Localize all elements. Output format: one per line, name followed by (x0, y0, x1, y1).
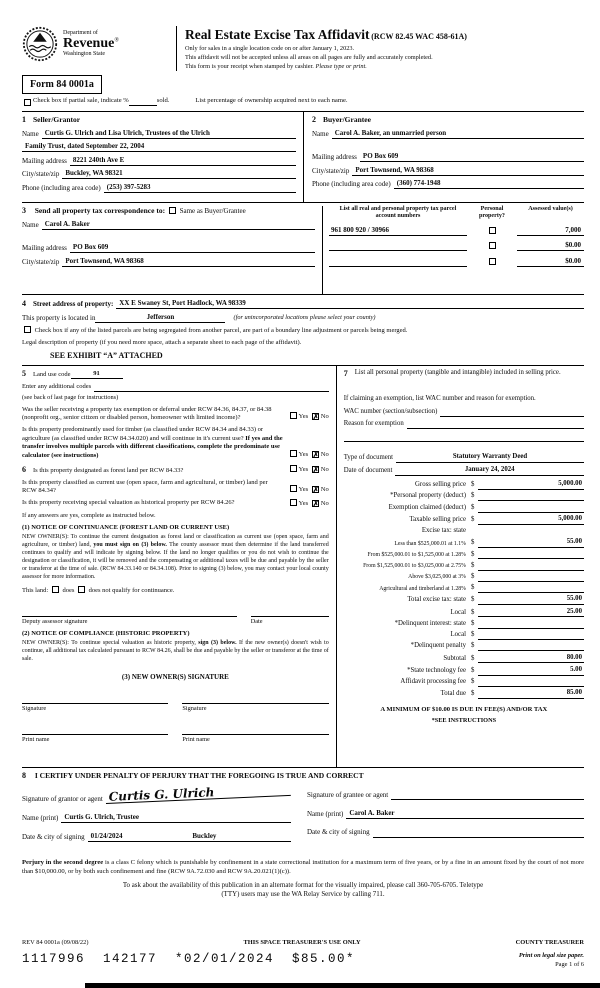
segregated-label: Check box if any of the listed parcels are being segregated from another parcel, are part of a boundary line adjustment or parcels being merged. (34, 327, 408, 335)
notice-body-pre: NEW OWNER(S): To continue the current designation as forest land or classification as current use (open space, farm and agriculture, or timber) land, (22, 533, 329, 548)
question-text (22, 465, 288, 475)
wac-number-label: WAC number (section/subsection) (343, 407, 438, 415)
question-text-normal: Is this property predominantly used for timber (as classified under RCW 84.34 and 84.33) or agriculture (as classified under RCW 84.34.020) and will continue in it's current use? (22, 426, 264, 442)
new-owner-signature-lines (22, 695, 329, 704)
tax-row-label: Less than $525,000.01 at 1.1% (394, 540, 466, 547)
doc-type-label: Type of document (343, 454, 394, 462)
header-note-3 (185, 63, 584, 71)
section-3-number: 3 (22, 205, 26, 215)
parcel-row (329, 257, 584, 267)
tax-row-label: Total due (440, 690, 466, 698)
grantor-print-label: Name (print) (22, 814, 59, 823)
street-address-label: Street address of property: (33, 299, 114, 308)
tax-row-processing-fee (344, 678, 584, 687)
tax-row-amount[interactable]: 5,000.00 (478, 480, 584, 490)
tax-row-amount[interactable]: 55.00 (478, 595, 584, 605)
dollar-sign: $ (470, 539, 475, 547)
section-7-spacer (344, 379, 584, 395)
doc-type-value[interactable]: Statutory Warranty Deed (396, 453, 584, 463)
yes-label: Yes (298, 450, 309, 458)
parcel-row (329, 226, 584, 236)
signature-caption: Signature (182, 704, 207, 712)
tax-row-label: Local (450, 608, 466, 616)
section-3-correspondence (22, 206, 322, 294)
additional-codes-label: Enter any additional codes (22, 383, 92, 391)
buyer-city-label: City/state/zip (312, 166, 350, 175)
tax-row-total-state (344, 595, 584, 605)
dept-of-label: Department of (63, 30, 98, 37)
notice2-body-post: If the new owner(s) doesn't wish to continue, all additional tax calculated pursuant to RCW 84.26, shall be due and payable by the seller or transferor at the time of sale. (22, 639, 329, 662)
deputy-assessor-signature-field[interactable] (22, 608, 237, 617)
dollar-sign: $ (470, 666, 475, 674)
section-1-number: 1 (22, 114, 26, 124)
alternate-format-note (22, 881, 584, 900)
grantee-certification (303, 782, 584, 842)
section-2-buyer (303, 112, 584, 202)
washington-state-label: Washington State (63, 51, 106, 58)
header-note-3-text: This form is your receipt when stamped by cashier. (185, 62, 314, 70)
no-checkbox[interactable]: ✗ (312, 412, 320, 422)
buyer-mailing-value[interactable]: PO Box 609 (360, 152, 584, 162)
deputy-assessor-caption: Deputy assessor signature (22, 618, 88, 626)
additional-codes-field[interactable] (94, 383, 329, 392)
reason-exemption-field[interactable] (407, 420, 584, 429)
alternate-format-line-2: (TTY) users may use the WA Relay Service by calling 711. (221, 891, 385, 899)
legal-size-note: Print on legal size paper. (518, 951, 584, 959)
assessed-value-field[interactable]: $0.00 (517, 241, 584, 251)
grantee-signature-field[interactable] (391, 791, 584, 800)
buyer-name-value[interactable]: Carol A. Baker, an unmarried person (332, 129, 584, 139)
dollar-sign: $ (470, 492, 475, 500)
grantee-signature-label: Signature of grantee or agent (307, 791, 389, 800)
same-as-buyer-label: Same as Buyer/Grantee (179, 206, 246, 215)
form-number: Form 84 0001a (30, 79, 94, 91)
buyer-heading: Buyer/Grantee (323, 114, 371, 124)
parcel-row (329, 241, 584, 251)
parcel-table (322, 206, 584, 294)
section-1-seller (22, 112, 303, 202)
notice-continuance-title: (1) NOTICE OF CONTINUANCE (FOREST LAND OR CURRENT USE) (22, 524, 230, 532)
agency-wordmark (63, 30, 119, 57)
seller-phone-label: Phone (including area code) (22, 183, 101, 192)
tax-computation-table (344, 480, 584, 699)
sections-5-6-column (22, 366, 337, 767)
header-note-1: Only for sales in a single location code on or after January 1, 2023. (185, 44, 355, 52)
deputy-caption-row (22, 618, 329, 626)
grantor-print-value[interactable]: Curtis G. Ulrich, Trustee (61, 813, 291, 823)
section-5-number: 5 (22, 368, 26, 378)
tax-row-gross (344, 480, 584, 490)
tax-row-label: Total excise tax: state (407, 596, 466, 604)
perjury-notice (22, 859, 584, 877)
corr-city-value[interactable]: Port Townsend, WA 98368 (62, 257, 315, 267)
does-not-label: does not qualify for continuance. (88, 586, 175, 594)
doc-date-value[interactable]: January 24, 2024 (395, 466, 584, 476)
located-in-label: This property is located in (22, 313, 96, 322)
question-text-body: Is this property designated as forest land per RCW 84.33? (33, 467, 184, 475)
section-8-number: 8 (22, 770, 26, 780)
land-qualify-row (22, 586, 329, 595)
reason-exemption-label: Reason for exemption (343, 420, 404, 428)
partial-sale-label: Check box if partial sale, indicate % (33, 97, 129, 105)
tax-row-label: *State technology fee (407, 666, 466, 674)
tax-row-amount[interactable]: 55.00 (478, 538, 584, 548)
new-owner-print-lines (22, 726, 329, 735)
see-instructions-note: *SEE INSTRUCTIONS (431, 716, 497, 724)
question-text: Is this property receiving special valuation as historical property per RCW 84.26? (22, 499, 235, 507)
revenue-wordmark: Revenue (63, 35, 115, 51)
tax-row-label: Affidavit processing fee (400, 677, 466, 685)
print-name-caption-row (22, 736, 329, 744)
question-forest-land (22, 465, 329, 475)
seller-mailing-label: Mailing address (22, 156, 67, 165)
corr-mailing-value[interactable]: PO Box 609 (70, 243, 315, 253)
section-7-heading (344, 369, 584, 379)
personal-property-checkbox[interactable] (489, 242, 496, 249)
parcel-number-field[interactable] (329, 242, 467, 251)
street-address-value[interactable]: XX E Swaney St, Port Hadlock, WA 98339 (116, 299, 584, 309)
print-name-caption: Print name (182, 735, 210, 743)
header-divider (176, 26, 177, 71)
parcel-numbers-header: List all real and personal property tax parcel account numbers (339, 205, 457, 219)
land-use-label: Land use code (33, 370, 71, 378)
yes-checkbox[interactable] (290, 499, 297, 506)
tax-row-label: Exemption claimed (deduct) (388, 503, 466, 511)
tax-row-amount[interactable]: 25.00 (478, 608, 584, 618)
tax-row-label: *Delinquent interest: state (394, 619, 466, 627)
corr-name-value[interactable]: Carol A. Baker (42, 220, 315, 230)
new-owner-print-field-2[interactable] (182, 726, 328, 735)
tax-row-personal-deduct (344, 492, 584, 501)
tax-row-amount[interactable] (478, 563, 584, 571)
tax-row-label: Above $3,025,000 at 3% (408, 574, 466, 581)
seller-heading: Seller/Grantor (33, 114, 81, 124)
no-label: No (320, 450, 329, 458)
personal-property-checkbox[interactable] (489, 258, 496, 265)
dollar-sign: $ (470, 619, 475, 627)
alternate-format-line-1: To ask about the availability of this publication in an alternate format for the visually impaired, please call 360-705-6705. Teletype (122, 881, 484, 889)
tax-row-label: Excise tax: state (421, 527, 466, 535)
notice-compliance-title: (2) NOTICE OF COMPLIANCE (HISTORIC PROPERTY) (22, 630, 190, 638)
deputy-line-row (22, 608, 329, 617)
tax-row-label: From $525,000.01 to $1,525,000 at 1.28% (367, 551, 466, 558)
tax-row-subtotal (344, 654, 584, 664)
segregated-checkbox[interactable] (24, 326, 31, 333)
section-4-property (22, 294, 584, 362)
land-use-code-field[interactable]: 91 (71, 370, 123, 379)
form-title-rcw: (RCW 82.45 WAC 458-61A) (371, 32, 467, 41)
question-text-bold: If yes and the transfer involves multiple parcels with different classifications, complete the predominate use calculator (see instructions) (22, 434, 283, 459)
seller-mailing-value[interactable]: 8221 240th Ave E (70, 156, 296, 166)
legal-description-value[interactable]: SEE EXHIBIT “A” ATTACHED (50, 351, 163, 361)
tax-row-amount[interactable]: 80.00 (478, 654, 584, 664)
grantor-city-value[interactable]: Buckley (189, 832, 291, 842)
personal-property-header: Personal property? (479, 205, 505, 219)
tax-row-label: *Personal property (deduct) (390, 492, 466, 500)
agency-block (22, 26, 174, 62)
tax-row-label: Taxable selling price (409, 515, 466, 523)
dollar-sign: $ (470, 481, 475, 489)
tax-row-label: Local (450, 631, 466, 639)
dollar-sign: $ (470, 631, 475, 639)
this-land-label: This land: (22, 586, 49, 594)
deputy-date-field[interactable] (251, 608, 329, 617)
tax-row-amount[interactable]: 5.00 (478, 666, 584, 676)
tax-row-amount[interactable] (478, 585, 584, 593)
tax-row-taxable (344, 515, 584, 525)
dollar-sign: $ (470, 654, 475, 662)
segregated-row (22, 326, 584, 335)
grantor-date-city-label: Date & city of signing (22, 833, 85, 842)
tax-row-label: From $1,525,000.01 to $3,025,000 at 2.75% (363, 563, 466, 570)
print-name-caption: Print name (22, 735, 50, 743)
notice2-body-bold: sign (3) below. (198, 639, 237, 646)
tax-row-amount[interactable] (478, 679, 584, 687)
tax-row-delinquent-interest-local (344, 631, 584, 640)
grantee-print-value[interactable]: Carol A. Baker (346, 809, 584, 819)
same-as-buyer-checkbox[interactable] (169, 207, 176, 214)
revenue-logo (22, 26, 58, 62)
form-number-box (22, 75, 102, 94)
yes-label: Yes (298, 486, 309, 494)
does-checkbox[interactable] (52, 586, 59, 593)
footer-notes (519, 951, 584, 970)
header-note-3-italic: Please type or print. (315, 62, 367, 70)
dollar-sign: $ (470, 677, 475, 685)
question-text: Was the seller receiving a property tax exemption or deferral under RCW 84.36, 84.37, or 84.38 (nonprofit org., senior citizen or disabled person, homeowner with limited income)? (22, 405, 272, 422)
corr-spacer (22, 230, 315, 240)
tax-row-excise-header (344, 527, 584, 536)
buyer-phone-value[interactable]: (360) 774-1948 (394, 179, 584, 189)
does-label: does (62, 586, 75, 594)
perjury-body: is a class C felony which is punishable by confinement in a state correctional institution for a maximum term of five years, or by a fine in an amount fixed by the court of not more than $10,000.00, or by both such confinement and fine (RCW 9A.72.030 and RCW 9A.20.021(1)(c)). (22, 858, 584, 875)
corr-name-label: Name (22, 220, 39, 229)
dollar-sign: $ (470, 561, 475, 569)
tax-row-tier4 (344, 573, 584, 582)
new-owner-signature-field-1[interactable] (22, 695, 168, 704)
certify-heading: I CERTIFY UNDER PENALTY OF PERJURY THAT THE FOREGOING IS TRUE AND CORRECT (34, 770, 364, 780)
footer (22, 939, 584, 970)
dollar-sign: $ (470, 503, 475, 511)
tax-row-amount[interactable] (478, 643, 584, 651)
tax-row-tier1 (344, 538, 584, 548)
signature-caption: Signature (22, 704, 47, 712)
additional-codes-note: (see back of last page for instructions) (22, 394, 119, 402)
tax-row-amount[interactable] (478, 493, 584, 501)
buyer-phone-label: Phone (including area code) (312, 180, 391, 189)
parcel-number-field[interactable]: 961 800 920 / 30966 (329, 226, 467, 236)
dollar-sign: $ (470, 573, 475, 580)
section-8-certification (22, 767, 584, 851)
answers-yes-note: If any answers are yes, complete as instructed below. (22, 512, 156, 520)
tax-row-delinquent-penalty (344, 642, 584, 651)
no-label: No (320, 500, 329, 508)
dollar-sign: $ (470, 550, 475, 558)
corr-mailing-label: Mailing address (22, 244, 67, 253)
header (22, 26, 584, 71)
section-2-number: 2 (312, 114, 316, 124)
tax-row-exemption-deduct (344, 504, 584, 513)
tax-row-label: Agricultural and timberland at 1.28% (379, 585, 466, 592)
no-checkbox[interactable]: ✗ (312, 499, 320, 509)
yes-label: Yes (298, 500, 309, 508)
yes-label: Yes (298, 413, 309, 421)
personal-property-checkbox[interactable] (489, 227, 496, 234)
perjury-lead: Perjury in the second degree (22, 858, 104, 866)
partial-percent-field[interactable] (129, 98, 157, 106)
tax-row-amount[interactable]: 5,000.00 (478, 515, 584, 525)
header-note-2: This affidavit will not be accepted unless all areas on all pages are fully and accurately completed. (185, 53, 433, 61)
rev-number: REV 84 0001a (09/08/22) (22, 939, 89, 947)
doc-date-label: Date of document (343, 467, 393, 475)
tax-row-amount[interactable] (478, 551, 584, 559)
yes-checkbox[interactable] (290, 485, 297, 492)
tax-row-amount[interactable] (478, 574, 584, 582)
dollar-sign: $ (470, 642, 475, 650)
no-checkbox[interactable]: ✗ (312, 485, 320, 495)
no-checkbox[interactable]: ✗ (312, 449, 320, 459)
tax-row-delinquent-interest-state (344, 620, 584, 629)
signature-caption-row (22, 705, 329, 713)
main-columns (22, 365, 584, 767)
doc-spacer (344, 442, 584, 450)
seller-name-value[interactable]: Curtis G. Ulrich and Lisa Ulrich, Trustees of the Ulrich (42, 129, 296, 139)
tax-row-amount[interactable] (478, 505, 584, 513)
partial-sale-checkbox[interactable] (24, 99, 31, 106)
tax-row-amount[interactable]: 85.00 (478, 689, 584, 699)
does-not-checkbox[interactable] (78, 586, 85, 593)
parcel-table-header (329, 206, 584, 221)
located-in-note: (for unincorporated locations please select your county) (233, 314, 376, 322)
assessed-value-header: Assessed value(s) (528, 205, 573, 212)
form-title: Real Estate Excise Tax Affidavit (185, 27, 370, 42)
dollar-sign: $ (470, 608, 475, 616)
tax-row-technology-fee (344, 666, 584, 676)
seller-city-label: City/state/zip (22, 170, 60, 179)
parcel-number-field[interactable] (329, 258, 467, 267)
page-number: Page 1 of 6 (555, 961, 584, 969)
tax-row-label: *Delinquent penalty (410, 642, 466, 650)
grantor-date-value[interactable]: 01/24/2024 (88, 832, 190, 842)
legal-description-label: Legal description of property (if you need more space, attach a separate sheet to each page of the affidavit). (22, 339, 302, 347)
no-label: No (320, 466, 329, 474)
minimum-fee-note: A MINIMUM OF $10.00 IS DUE IN FEE(S) AND/OR TAX (380, 706, 548, 714)
yes-checkbox[interactable] (290, 450, 297, 457)
notice-continuance-body (22, 534, 329, 582)
notice-compliance-body (22, 640, 329, 664)
tax-row-agricultural (344, 584, 584, 593)
county-field[interactable]: Jefferson (95, 313, 225, 323)
buyer-mailing-label: Mailing address (312, 153, 357, 162)
section-7-tax-column (337, 366, 584, 767)
tax-row-amount[interactable] (478, 632, 584, 640)
reason-exemption-field-2[interactable] (344, 433, 584, 442)
tax-row-tier2 (344, 551, 584, 560)
section-6-number: 6 (22, 465, 26, 475)
grantee-date-city-label: Date & city of signing (307, 828, 370, 837)
dollar-sign: $ (470, 584, 475, 592)
tax-row-total-due (344, 689, 584, 699)
exemption-note: If claiming an exemption, list WAC number and reason for exemption. (343, 395, 536, 403)
yes-checkbox[interactable] (290, 465, 297, 472)
personal-property-text: List all personal property (tangible and intangible) included in selling price. (354, 368, 561, 376)
treasurer-space-label: THIS SPACE TREASURER'S USE ONLY (243, 939, 361, 947)
tax-row-local (344, 608, 584, 618)
deputy-date-caption: Date (250, 618, 263, 626)
new-owners-signature-title: (3) NEW OWNER(S) SIGNATURE (121, 672, 229, 681)
correspondence-parcels-row (22, 202, 584, 294)
grantor-certification (22, 782, 303, 842)
question-timber-agriculture (22, 426, 329, 460)
tax-row-amount (478, 528, 584, 536)
notice-body-post: The county assessor must then determine if the land transferred continues to qualify and will indicate by signing below. If the land no longer qualifies or you do not wish to continue the designation or classification, it will be removed and the compensating or additional taxes will be due and payable by the seller or transferor at the time of sale. (RCW 84.33.140 or 84.34.108). Prior to signing (3) below, you may contact your local county assessor for more information. (22, 541, 329, 580)
section-4-number: 4 (22, 298, 26, 308)
seller-name-label: Name (22, 129, 39, 138)
ownership-note: List percentage of ownership acquired next to each name. (195, 97, 348, 105)
new-owner-print-field-1[interactable] (22, 726, 168, 735)
grantor-signature-field[interactable]: Curtis G. Ulrich (105, 783, 291, 804)
question-exemption-deferral (22, 406, 329, 423)
no-label: No (320, 486, 329, 494)
no-checkbox[interactable]: ✗ (312, 465, 320, 475)
dollar-sign: $ (470, 515, 475, 523)
dollar-sign: $ (470, 596, 475, 604)
question-text (22, 426, 288, 460)
assessed-value-field[interactable]: 7,000 (517, 226, 584, 236)
county-treasurer-label: COUNTY TREASURER (515, 939, 584, 947)
tax-row-amount[interactable] (478, 621, 584, 629)
notice2-body-pre: NEW OWNER(S): To continue special valuation as historic property, (22, 639, 199, 646)
question-current-use (22, 479, 329, 496)
buyer-name-label: Name (312, 129, 329, 138)
assessed-value-field[interactable]: $0.00 (517, 257, 584, 267)
new-owner-signature-field-2[interactable] (182, 695, 328, 704)
wac-number-field[interactable] (440, 408, 584, 417)
yes-checkbox[interactable] (290, 412, 297, 419)
buyer-city-value[interactable]: Port Townsend, WA 98368 (352, 166, 584, 176)
question-text: Is this property classified as current use (open space, farm and agricultural, or timber) land per RCW 84.34? (22, 479, 268, 495)
tax-row-tier3 (344, 562, 584, 571)
scan-artifact-bar (85, 983, 600, 988)
buyer-name-spacer (312, 139, 584, 149)
yes-label: Yes (298, 466, 309, 474)
parties-row (22, 112, 584, 202)
treasurer-stamp: 1117996 142177 *02/01/2024 $85.00* (22, 951, 356, 966)
grantee-date-field[interactable] (373, 829, 584, 838)
title-block (185, 26, 584, 71)
grantee-print-label: Name (print) (307, 810, 344, 819)
question-historic-property (22, 499, 329, 509)
corr-city-label: City/state/zip (22, 257, 60, 266)
seller-phone-value[interactable]: (253) 397-5283 (104, 183, 296, 193)
seller-name-value-2[interactable]: Family Trust, dated September 22, 2004 (22, 142, 296, 152)
tax-row-label: Subtotal (443, 654, 466, 662)
correspondence-heading: Send all property tax correspondence to: (34, 205, 166, 215)
registered-mark: ® (114, 37, 119, 43)
notice-body-bold: you must sign on (3) below. (93, 541, 167, 548)
located-in-row (22, 313, 584, 323)
no-label: No (320, 413, 329, 421)
tax-row-label: Gross selling price (415, 481, 466, 489)
partial-sale-row (22, 97, 584, 106)
grantor-signature-label: Signature of grantor or agent (22, 795, 103, 804)
seller-city-value[interactable]: Buckley, WA 98321 (62, 169, 296, 179)
section-7-number: 7 (343, 368, 348, 378)
dollar-sign: $ (470, 690, 475, 698)
sold-label: sold. (156, 97, 170, 105)
